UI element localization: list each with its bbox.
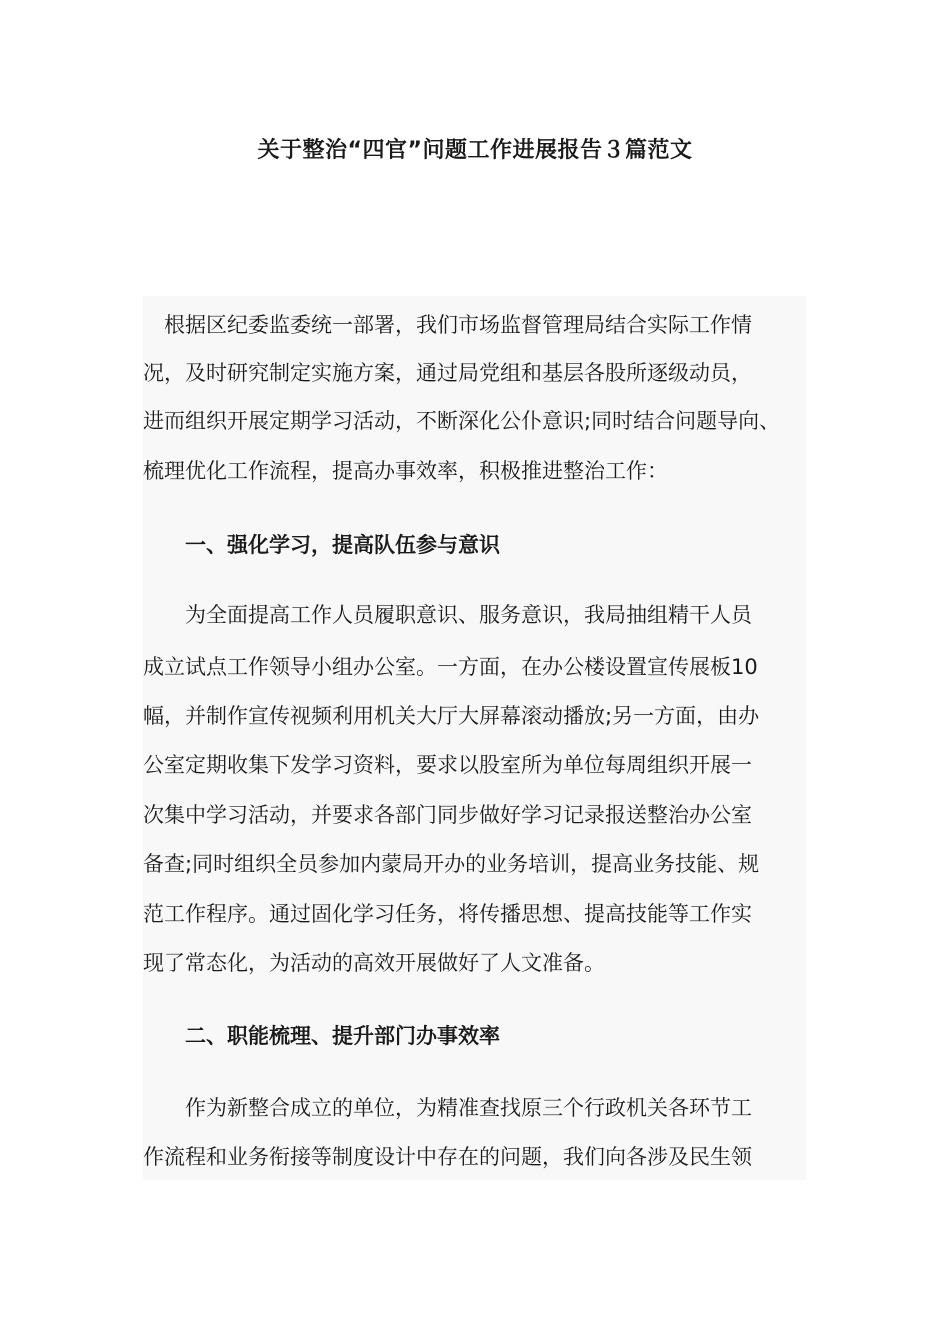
paragraph-3-line-1: 作为新整合成立的单位，为精准查找原三个行政机关各环节工 — [143, 1096, 752, 1120]
paragraph-2-line-7: 范工作程序。通过固化学习任务，将传播思想、提高技能等工作实 — [143, 902, 752, 926]
paragraph-2-line-1: 为全面提高工作人员履职意识、服务意识，我局抽组精干人员 — [143, 603, 752, 627]
section-heading-2: 二、职能梳理、提升部门办事效率 — [143, 1024, 500, 1048]
paragraph-1-line-4: 梳理优化工作流程，提高办事效率，积极推进整治工作： — [143, 459, 668, 483]
paragraph-2-line-4: 公室定期收集下发学习资料，要求以股室所为单位每周组织开展一 — [143, 753, 752, 777]
paragraph-2-line-2: 成立试点工作领导小组办公室。一方面，在办公楼设置宣传展板10 — [143, 655, 758, 679]
paragraph-3-line-2: 作流程和业务衔接等制度设计中存在的问题，我们向各涉及民生领 — [143, 1145, 752, 1169]
section-heading-1: 一、强化学习，提高队伍参与意识 — [143, 533, 500, 557]
paragraph-2-line-8: 现了常态化，为活动的高效开展做好了人文准备。 — [143, 951, 605, 975]
document-title: 关于整治“四官”问题工作进展报告３篇范文 — [257, 138, 693, 163]
paragraph-1-line-3: 进而组织开展定期学习活动，不断深化公仆意识;同时结合问题导向、 — [143, 409, 781, 433]
paragraph-2-line-6: 备查;同时组织全员参加内蒙局开办的业务培训，提高业务技能、规 — [143, 852, 760, 876]
paragraph-2-line-3: 幅，并制作宣传视频利用机关大厅大屏幕滚动播放;另一方面，由办 — [143, 704, 760, 728]
paragraph-2-line-5: 次集中学习活动，并要求各部门同步做好学习记录报送整治办公室 — [143, 803, 752, 827]
paragraph-1-line-2: 况，及时研究制定实施方案，通过局党组和基层各股所逐级动员， — [143, 361, 752, 385]
paragraph-1-line-1: 根据区纪委监委统一部署，我们市场监督管理局结合实际工作情 — [143, 313, 752, 337]
